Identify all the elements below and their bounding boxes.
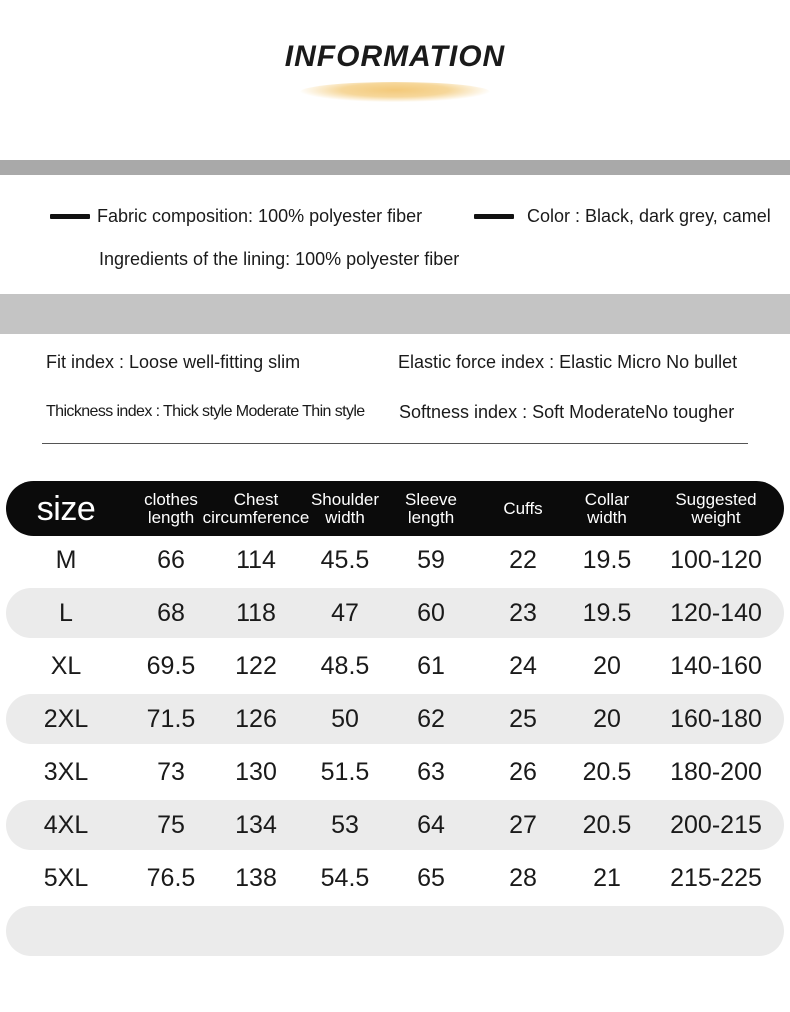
table-cell: 60 <box>417 598 445 627</box>
header-cuffs <box>488 481 558 536</box>
table-cell: M <box>55 545 77 574</box>
table-cell <box>201 906 311 956</box>
table-cell: 53 <box>331 810 359 839</box>
table-row <box>6 747 784 797</box>
table-cell: 2XL <box>43 704 89 733</box>
table-cell: 3XL <box>43 757 89 786</box>
table-row <box>6 641 784 691</box>
table-cell: 23 <box>509 598 537 627</box>
table-cell: 65 <box>417 863 445 892</box>
header-collar-width-line: width <box>587 507 627 527</box>
header-collar-width-line: Collar <box>584 489 630 509</box>
table-cell: 28 <box>509 863 537 892</box>
table-cell: 5XL <box>43 863 89 892</box>
table-cell: 63 <box>417 757 445 786</box>
section-divider-band <box>0 294 790 334</box>
table-row <box>6 588 784 638</box>
header-size <box>11 481 121 536</box>
table-row <box>6 800 784 850</box>
table-cell: 4XL <box>43 810 89 839</box>
color-options: Color : Black, dark grey, camel <box>527 206 771 226</box>
header-chest-circumference-line: Chest <box>233 489 279 509</box>
table-row <box>6 906 784 956</box>
header-suggested-weight-line: weight <box>691 507 741 527</box>
table-cell: 200-215 <box>670 810 762 839</box>
table-cell: XL <box>50 651 82 680</box>
table-cell: 122 <box>235 651 277 680</box>
header-sleeve-length-line: Sleeve <box>405 489 457 509</box>
table-cell <box>300 906 390 956</box>
table-row <box>6 535 784 585</box>
header-suggested-weight <box>656 481 776 536</box>
table-cell: L <box>59 598 73 627</box>
header-shoulder-width <box>300 481 390 536</box>
table-cell: 71.5 <box>146 704 196 733</box>
header-sleeve-length-line: length <box>407 507 455 527</box>
lining-composition: Ingredients of the lining: 100% polyester fiber <box>99 249 460 269</box>
size-table-header <box>6 481 784 536</box>
divider-line <box>42 443 748 444</box>
fabric-composition: Fabric composition: 100% polyester fiber <box>97 206 423 226</box>
table-cell: 21 <box>593 863 621 892</box>
table-cell: 59 <box>417 545 445 574</box>
table-cell <box>567 906 647 956</box>
fit-index: Fit index : Loose well-fitting slim <box>46 352 301 372</box>
table-row <box>6 694 784 744</box>
header-suggested-weight-line: Suggested <box>675 489 757 509</box>
bullet-dash-icon <box>474 214 514 219</box>
title-block <box>0 30 790 90</box>
table-cell: 19.5 <box>582 598 632 627</box>
table-cell: 64 <box>417 810 445 839</box>
header-collar-width <box>567 481 647 536</box>
table-cell <box>656 906 776 956</box>
elastic-force-index: Elastic force index : Elastic Micro No bullet <box>398 352 738 372</box>
table-cell <box>11 906 121 956</box>
section-divider-band <box>0 160 790 175</box>
table-cell: 69.5 <box>146 651 196 680</box>
table-cell: 48.5 <box>320 651 370 680</box>
table-cell: 45.5 <box>320 545 370 574</box>
table-cell: 126 <box>235 704 277 733</box>
table-cell: 20.5 <box>582 757 632 786</box>
table-cell: 73 <box>157 757 185 786</box>
header-shoulder-width-line: width <box>325 507 365 527</box>
table-cell: 50 <box>331 704 359 733</box>
header-chest-circumference <box>201 481 311 536</box>
header-clothes-length-line: length <box>147 507 195 527</box>
table-cell: 66 <box>157 545 185 574</box>
table-cell: 51.5 <box>320 757 370 786</box>
header-chest-circumference-line: circumference <box>202 507 310 527</box>
thickness-index: Thickness index : Thick style Moderate Thin style <box>46 403 365 420</box>
table-cell: 76.5 <box>146 863 196 892</box>
table-cell: 61 <box>417 651 445 680</box>
table-cell: 160-180 <box>670 704 762 733</box>
table-cell: 47 <box>331 598 359 627</box>
table-cell <box>488 906 558 956</box>
table-cell: 20 <box>593 651 621 680</box>
table-cell: 19.5 <box>582 545 632 574</box>
title-swoosh-decoration <box>300 82 490 102</box>
header-clothes-length-line: clothes <box>144 489 198 509</box>
table-cell: 114 <box>236 545 276 574</box>
table-cell: 215-225 <box>670 863 762 892</box>
table-cell: 100-120 <box>670 545 762 574</box>
header-size-line: size <box>36 489 96 528</box>
table-cell: 120-140 <box>670 598 762 627</box>
table-cell: 118 <box>236 598 276 627</box>
table-cell: 180-200 <box>670 757 762 786</box>
table-cell: 25 <box>509 704 537 733</box>
table-cell: 54.5 <box>320 863 370 892</box>
table-cell: 20.5 <box>582 810 632 839</box>
table-cell <box>386 906 476 956</box>
table-cell: 24 <box>509 651 537 680</box>
table-cell: 138 <box>235 863 277 892</box>
table-cell: 26 <box>509 757 537 786</box>
table-cell: 75 <box>157 810 185 839</box>
softness-index: Softness index : Soft ModerateNo tougher <box>399 402 735 422</box>
table-cell: 20 <box>593 704 621 733</box>
bullet-dash-icon <box>50 214 90 219</box>
table-cell: 22 <box>509 545 537 574</box>
table-cell: 62 <box>417 704 445 733</box>
table-cell: 68 <box>157 598 185 627</box>
header-sleeve-length <box>386 481 476 536</box>
table-cell: 140-160 <box>670 651 762 680</box>
header-cuffs-line: Cuffs <box>503 498 543 518</box>
table-row <box>6 853 784 903</box>
table-cell: 130 <box>235 757 277 786</box>
header-shoulder-width-line: Shoulder <box>310 489 380 509</box>
table-cell: 134 <box>235 810 277 839</box>
table-cell: 27 <box>509 810 537 839</box>
page-title: INFORMATION <box>284 40 506 73</box>
